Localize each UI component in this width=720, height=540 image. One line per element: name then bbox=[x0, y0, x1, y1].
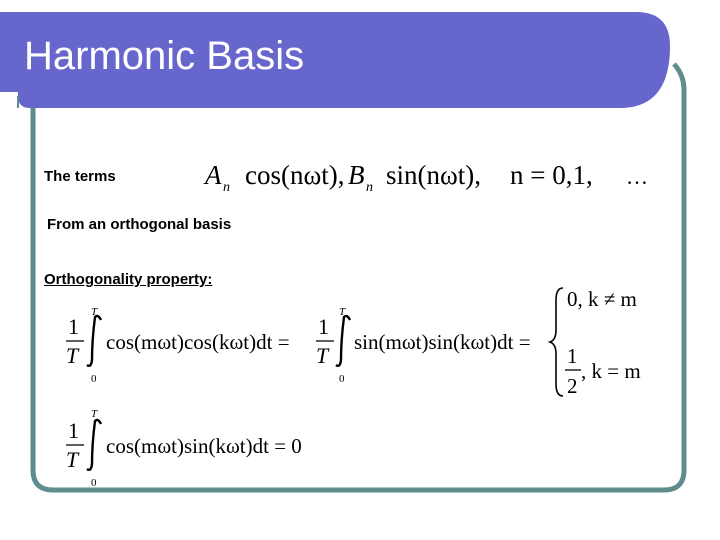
fraction-denominator: T bbox=[66, 343, 79, 368]
fraction-numerator: 1 bbox=[68, 314, 79, 339]
n-range: n = 0,1, bbox=[510, 160, 593, 190]
cos-term: cos(nωt), bbox=[245, 160, 345, 190]
lower-limit: 0 bbox=[91, 373, 97, 385]
sin-term: sin(nωt), bbox=[386, 160, 482, 190]
integral-cos-cos bbox=[66, 306, 290, 385]
lower-limit: 0 bbox=[91, 477, 97, 489]
integral-sign bbox=[87, 420, 101, 470]
integral-sign bbox=[87, 316, 101, 366]
integrand: cos(mωt)sin(kωt)dt = 0 bbox=[106, 434, 302, 458]
lower-limit: 0 bbox=[339, 373, 345, 385]
left-brace bbox=[550, 288, 563, 396]
integrand: cos(mωt)cos(kωt)dt = bbox=[106, 330, 290, 354]
coef-a-subscript: n bbox=[223, 180, 230, 195]
case-one: 0, k ≠ m bbox=[567, 287, 637, 311]
case-two-denominator: 2 bbox=[567, 374, 578, 398]
cases-block bbox=[550, 287, 641, 398]
fraction-denominator: T bbox=[66, 447, 79, 472]
ellipsis: … bbox=[626, 164, 648, 189]
basis-label: From an orthogonal basis bbox=[47, 216, 232, 233]
coef-b-subscript: n bbox=[366, 180, 373, 195]
case-two-numerator: 1 bbox=[567, 344, 578, 368]
coef-a: A bbox=[205, 160, 222, 190]
integral-cos-sin bbox=[66, 408, 302, 489]
upper-limit: T bbox=[91, 408, 98, 420]
fraction-numerator: 1 bbox=[68, 418, 79, 443]
terms-formula bbox=[203, 160, 648, 195]
case-two-condition: , k = m bbox=[581, 359, 641, 383]
upper-limit: T bbox=[339, 306, 346, 318]
coef-b: B bbox=[348, 160, 365, 190]
integral-sign bbox=[336, 316, 350, 366]
integrand: sin(mωt)sin(kωt)dt = bbox=[354, 330, 531, 354]
fraction-numerator: 1 bbox=[318, 314, 329, 339]
upper-limit: T bbox=[91, 306, 98, 318]
slide-title: Harmonic Basis bbox=[24, 34, 305, 78]
fraction-denominator: T bbox=[316, 343, 329, 368]
terms-label: The terms bbox=[44, 168, 116, 185]
property-label: Orthogonality property: bbox=[44, 271, 213, 288]
integral-sin-sin bbox=[316, 306, 531, 385]
